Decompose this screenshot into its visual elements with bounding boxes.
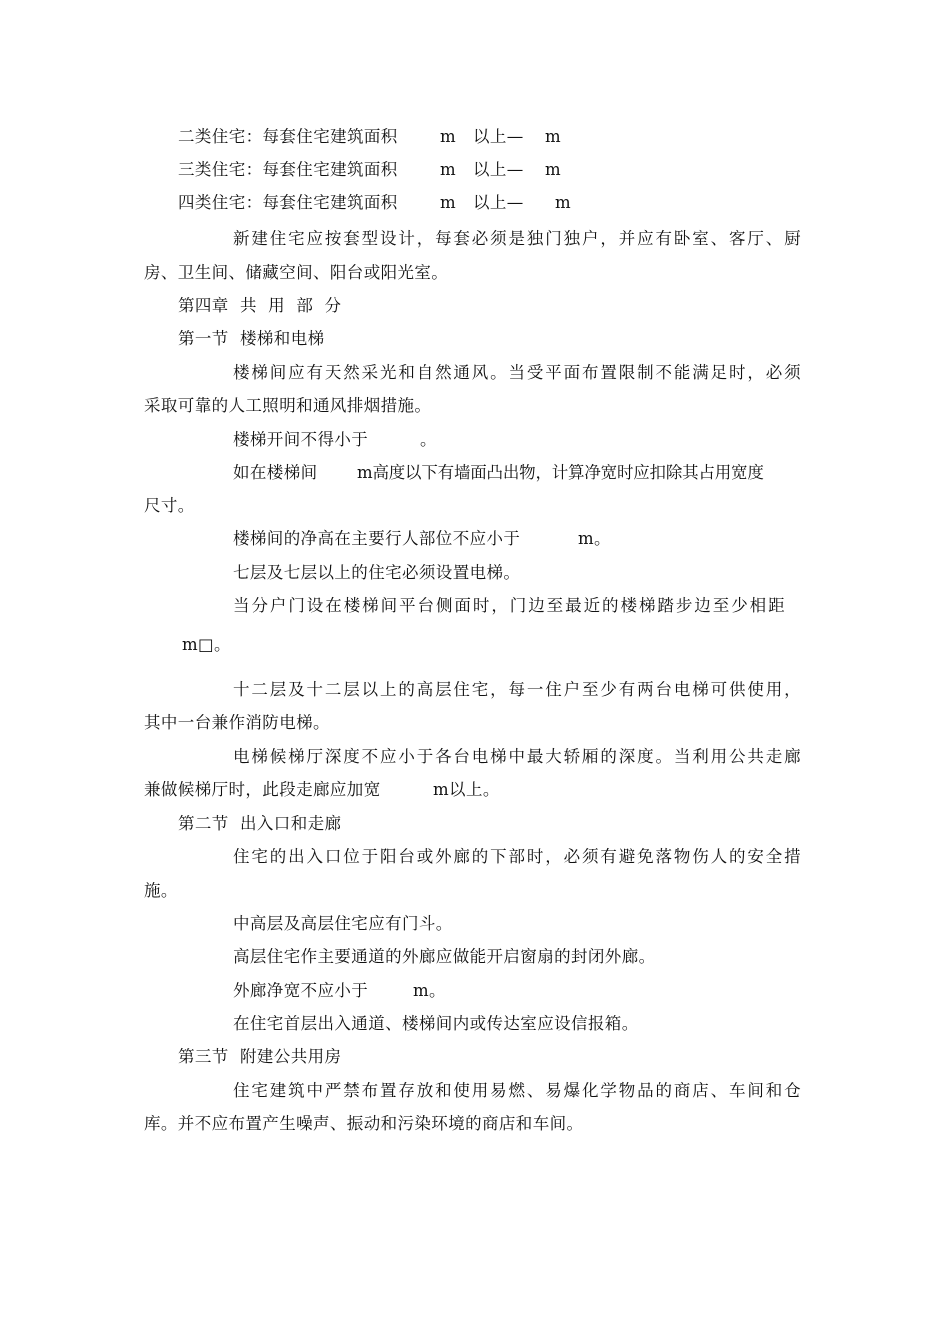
paragraph-line: 其中一台兼作消防电梯。	[144, 713, 330, 732]
paragraph-line: 新建住宅应按套型设计，每套必须是独门独户，并应有卧室、客厅、厨	[233, 229, 801, 248]
paragraph-line: 兼做候梯厅时，此段走廊应加宽	[144, 780, 381, 799]
paragraph-line: 中高层及高层住宅应有门斗。	[233, 914, 453, 933]
paragraph-line: 七层及七层以上的住宅必须设置电梯。	[233, 563, 521, 582]
paragraph-line: 如在楼梯间	[233, 463, 318, 482]
paragraph-line: 外廊净宽不应小于	[233, 981, 369, 1000]
housing-class-label: 二类住宅：每套住宅建筑面积	[178, 127, 398, 146]
paragraph-line: m高度以下有墙面凸出物，计算净宽时应扣除其占用宽度	[357, 463, 764, 482]
paragraph-line: 施。	[144, 881, 178, 900]
section-heading: 第二节 出入口和走廊	[178, 814, 342, 833]
paragraph-line: 采取可靠的人工照明和通风排烟措施。	[144, 396, 432, 415]
paragraph-line: 楼梯开间不得小于	[233, 430, 369, 449]
paragraph-line: 电梯候梯厅深度不应小于各台电梯中最大轿厢的深度。当利用公共走廊	[233, 747, 801, 766]
unit-m: m	[440, 127, 457, 146]
section-heading: 第三节 附建公共用房	[178, 1047, 342, 1066]
unit-m: m	[440, 193, 457, 212]
housing-class-label: 四类住宅：每套住宅建筑面积	[178, 193, 398, 212]
paragraph-line: 十二层及十二层以上的高层住宅，每一住户至少有两台电梯可供使用，	[233, 680, 801, 699]
paragraph-line: 楼梯间应有天然采光和自然通风。当受平面布置限制不能满足时，必须	[233, 363, 801, 382]
range-text: 以上—	[473, 160, 524, 179]
range-text: 以上—	[473, 193, 524, 212]
punctuation: 。	[420, 430, 437, 449]
unit-m: m。	[578, 529, 611, 548]
paragraph-line: 住宅建筑中严禁布置存放和使用易燃、易爆化学物品的商店、车间和仓	[233, 1081, 801, 1100]
unit-m: m	[545, 127, 562, 146]
chapter-heading: 第四章 共 用 部 分	[178, 296, 342, 315]
paragraph-line: 楼梯间的净高在主要行人部位不应小于	[233, 529, 521, 548]
unit-m: m。	[413, 981, 446, 1000]
paragraph-line: 尺寸。	[144, 496, 195, 515]
paragraph-line: 当分户门设在楼梯间平台侧面时，门边至最近的楼梯踏步边至少相距	[233, 596, 785, 615]
housing-class-label: 三类住宅：每套住宅建筑面积	[178, 160, 398, 179]
unit-m: m	[545, 160, 562, 179]
paragraph-line: 在住宅首层出入通道、楼梯间内或传达室应设信报箱。	[233, 1014, 639, 1033]
unit-m: m	[555, 193, 572, 212]
paragraph-line: m□。	[182, 635, 231, 654]
paragraph-line: 住宅的出入口位于阳台或外廊的下部时，必须有避免落物伤人的安全措	[233, 847, 801, 866]
paragraph-line: 房、卫生间、储藏空间、阳台或阳光室。	[144, 263, 449, 282]
paragraph-line: m以上。	[433, 780, 500, 799]
paragraph-line: 高层住宅作主要通道的外廊应做能开启窗扇的封闭外廊。	[233, 947, 656, 966]
range-text: 以上—	[473, 127, 524, 146]
unit-m: m	[440, 160, 457, 179]
section-heading: 第一节 楼梯和电梯	[178, 329, 325, 348]
paragraph-line: 库。并不应布置产生噪声、振动和污染环境的商店和车间。	[144, 1114, 584, 1133]
